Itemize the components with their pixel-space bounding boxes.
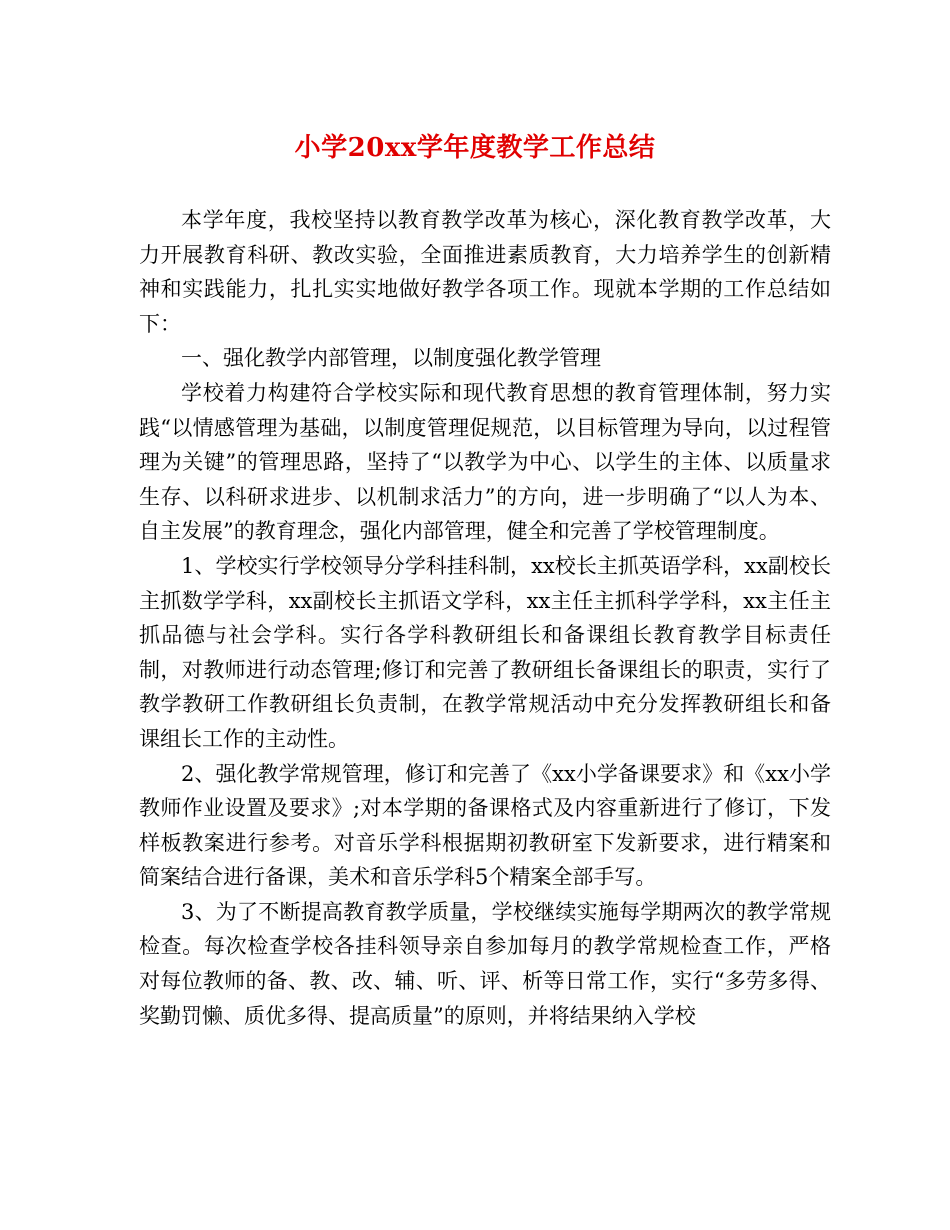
paragraph-item-1: 1、学校实行学校领导分学科挂科制，xx校长主抓英语学科，xx副校长主抓数学学科，xx副校长主抓语文学科，xx主任主抓科学学科，xx主任主抓品德与社会学科。实行各学科教研组长和备课组长教育教学目标责任制，对教师进行动态管理;修订和完善了教研组长备课组长的职责，实行了教学教研工作教研组长负责制，在教学常规活动中充分发挥教研组长和备课组长工作的主动性。 (139, 553, 831, 751)
section-heading-1: 一、强化教学内部管理，以制度强化教学管理 (181, 346, 601, 371)
paragraph-management-system: 学校着力构建符合学校实际和现代教育思想的教育管理体制，努力实践“以情感管理为基础，以制度管理促规范，以目标管理为导向，以过程管理为关键”的管理思路，坚持了“以教学为中心、以学生的主体、以质量求生存、以科研求进步、以机制求活力”的方向，进一步明确了“以人为本、自主发展”的教育理念，强化内部管理，健全和完善了学校管理制度。 (139, 380, 831, 544)
paragraph-intro: 本学年度，我校坚持以教育教学改革为核心，深化教育教学改革，大力开展教育科研、教改实验，全面推进素质教育，大力培养学生的创新精神和实践能力，扎扎实实地做好教学各项工作。现就本学期的工作总结如下： (139, 208, 831, 336)
paragraph-item-3: 3、为了不断提高教育教学质量，学校继续实施每学期两次的教学常规检查。每次检查学校各挂科领导亲自参加每月的教学常规检查工作，严格对每位教师的备、教、改、辅、听、评、析等日常工作，实行“多劳多得、奖勤罚懒、质优多得、提高质量”的原则，并将结果纳入学校 (139, 899, 831, 1028)
document-title: 小学20xx学年度教学工作总结 (294, 133, 656, 163)
paragraph-item-2: 2、强化教学常规管理，修订和完善了《xx小学备课要求》和《xx小学教师作业设置及要求》;对本学期的备课格式及内容重新进行了修订，下发样板教案进行参考。对音乐学科根据期初教研室下发新要求，进行精案和简案结合进行备课，美术和音乐学科5个精案全部手写。 (139, 761, 831, 890)
document-body (139, 203, 831, 1033)
